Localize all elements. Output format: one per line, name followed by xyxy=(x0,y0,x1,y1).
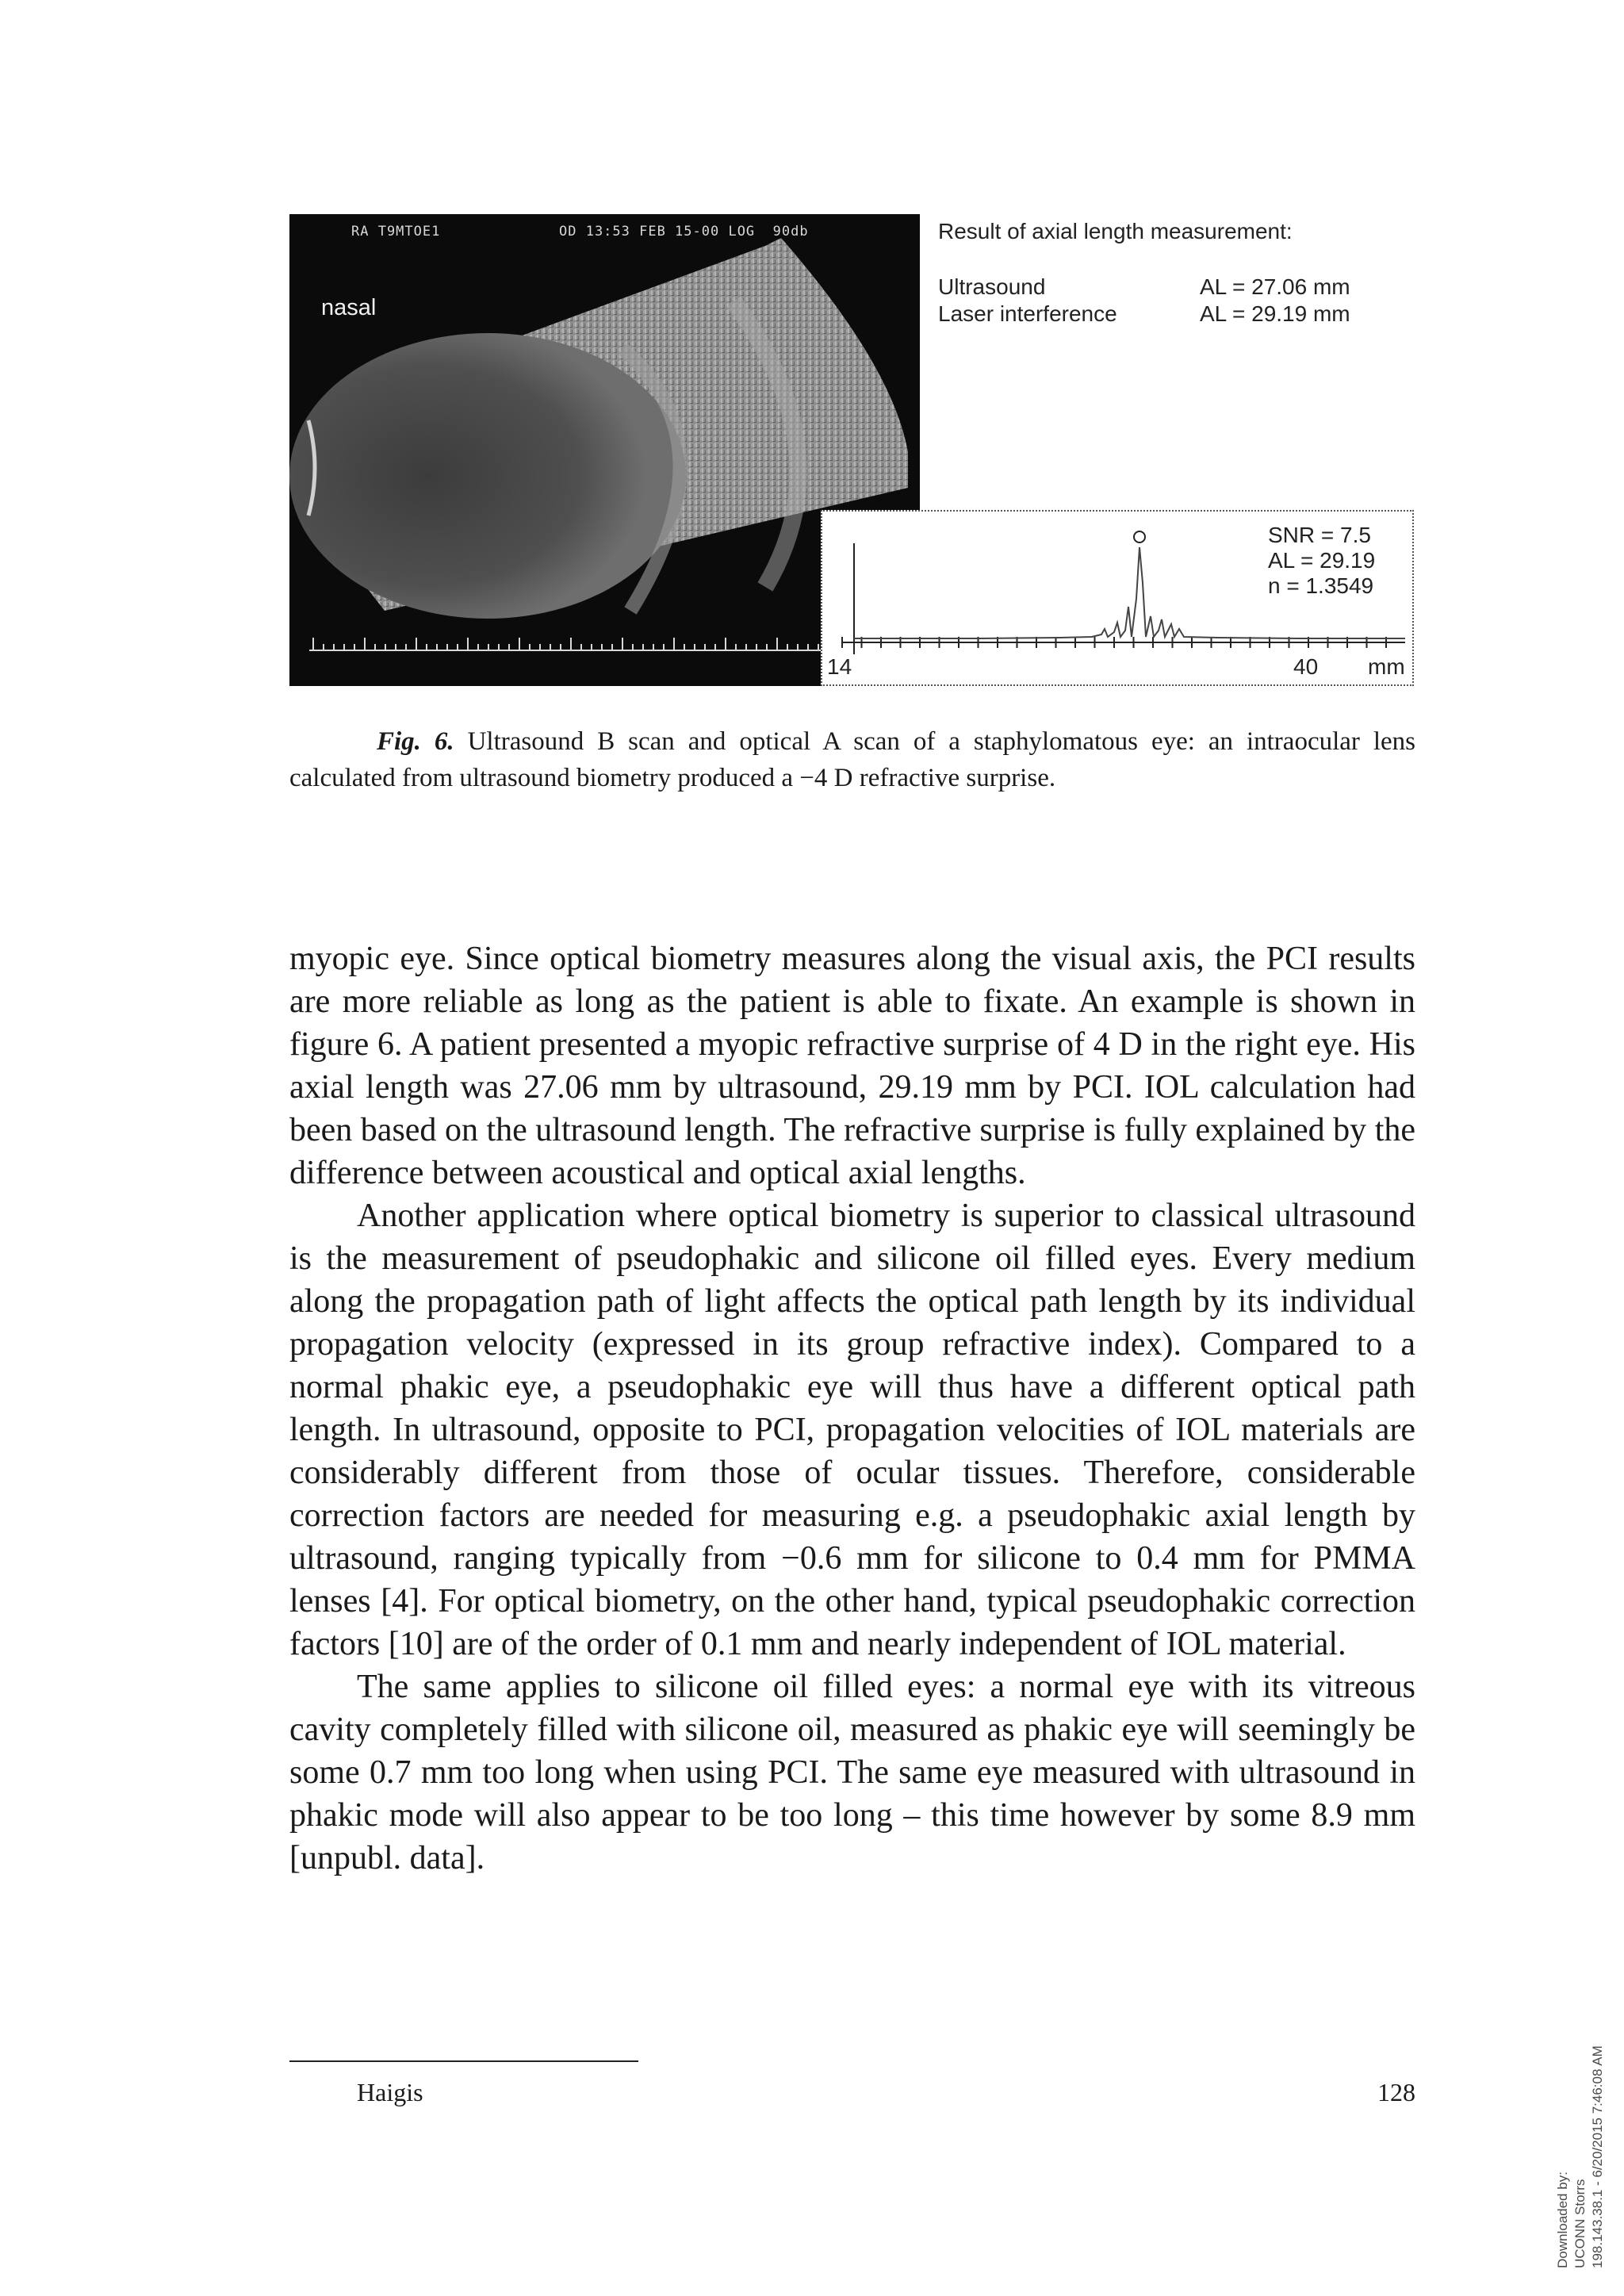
a-scan-snr: SNR = 7.5 xyxy=(1268,523,1371,547)
result-title: Result of axial length measurement: xyxy=(938,219,1293,243)
a-scan-n: n = 1.3549 xyxy=(1268,573,1374,598)
result-row xyxy=(938,301,1414,328)
footer-rule xyxy=(289,2060,638,2062)
result-row xyxy=(938,274,1414,301)
caption-text: Ultrasound B scan and optical A scan of a staphylomatous eye: an intraocular lens calculated from ultrasound biometry produced a −4 D refractive surprise. xyxy=(289,727,1416,792)
download-note-line: Downloaded by: xyxy=(1555,2171,1570,2268)
body-text xyxy=(289,937,1415,1880)
result-value: AL = 27.06 mm xyxy=(1200,274,1350,299)
optical-a-scan-plot xyxy=(821,510,1414,686)
paragraph: myopic eye. Since optical biometry measures along the visual axis, the PCI results are more reliable as long as the patient is able to fixate. An example is shown in figure 6. A patient presented a myopic refractive surprise of 4 D in the right eye. His axial length was 27.06 mm by ultrasound, 29.19 mm by PCI. IOL calculation had been based on the ultrasound length. The refractive surprise is fully explained by the difference between acoustical and optical axial lengths. xyxy=(289,941,1415,1191)
a-scan-al: AL = 29.19 xyxy=(1268,548,1376,573)
vitreous-cavity xyxy=(289,333,686,619)
paragraph: Another application where optical biometry is superior to classical ultrasound is the measurement of pseudophakic and silicone oil filled eyes. Every medium along the propagation path of light affects the optical path length by its individual propagation velocity (expressed in its group refractive index). Compared to a normal phakic eye, a pseudophakic eye will thus have a different optical path length. In ultrasound, opposite to PCI, propagation velocities of IOL materials are considerably different from those of ocular tissues. Therefore, considerable correction factors are needed for measuring e.g. a pseudophakic axial length by ultrasound, ranging typically from −0.6 mm for silicone to 0.4 mm for PMMA lenses [4]. For optical biometry, on the other hand, typical pseudophakic correction factors [10] are of the order of 0.1 mm and nearly independent of IOL material. xyxy=(289,1198,1415,1662)
paragraph: The same applies to silicone oil filled eyes: a normal eye with its vitreous cavity completely filled with silicone oil, measured as phakic eye will seemingly be some 0.7 mm too long when using PCI. The same eye measured with ultrasound in phakic mode will also appear to be too long – this time however by some 8.9 mm [unpubl. data]. xyxy=(289,1669,1415,1876)
page-number: 128 xyxy=(1377,2078,1415,2106)
a-scan-axis-end: 40 xyxy=(1293,654,1319,679)
footer-author: Haigis xyxy=(357,2078,423,2106)
figure-caption xyxy=(289,723,1415,796)
peak-marker xyxy=(1134,531,1145,542)
scan-header-right: OD 13:53 FEB 15-00 LOG 90db xyxy=(559,224,809,240)
result-method: Ultrasound xyxy=(938,274,1046,299)
a-scan-axis-start: 14 xyxy=(827,654,852,679)
caption-label: Fig. 6. xyxy=(377,727,454,756)
scan-header-left: RA T9MTOE1 xyxy=(351,224,441,240)
figure-6 xyxy=(289,214,1415,690)
download-note-line: UCONN Storrs xyxy=(1572,2179,1588,2268)
result-method: Laser interference xyxy=(938,301,1117,326)
download-watermark xyxy=(1554,1935,1607,2268)
nasal-label: nasal xyxy=(321,295,377,320)
download-note-line: 198.143.38.1 - 6/20/2015 7:46:08 AM xyxy=(1590,2045,1605,2268)
a-scan-axis-unit: mm xyxy=(1368,654,1405,679)
result-value: AL = 29.19 mm xyxy=(1200,301,1350,326)
